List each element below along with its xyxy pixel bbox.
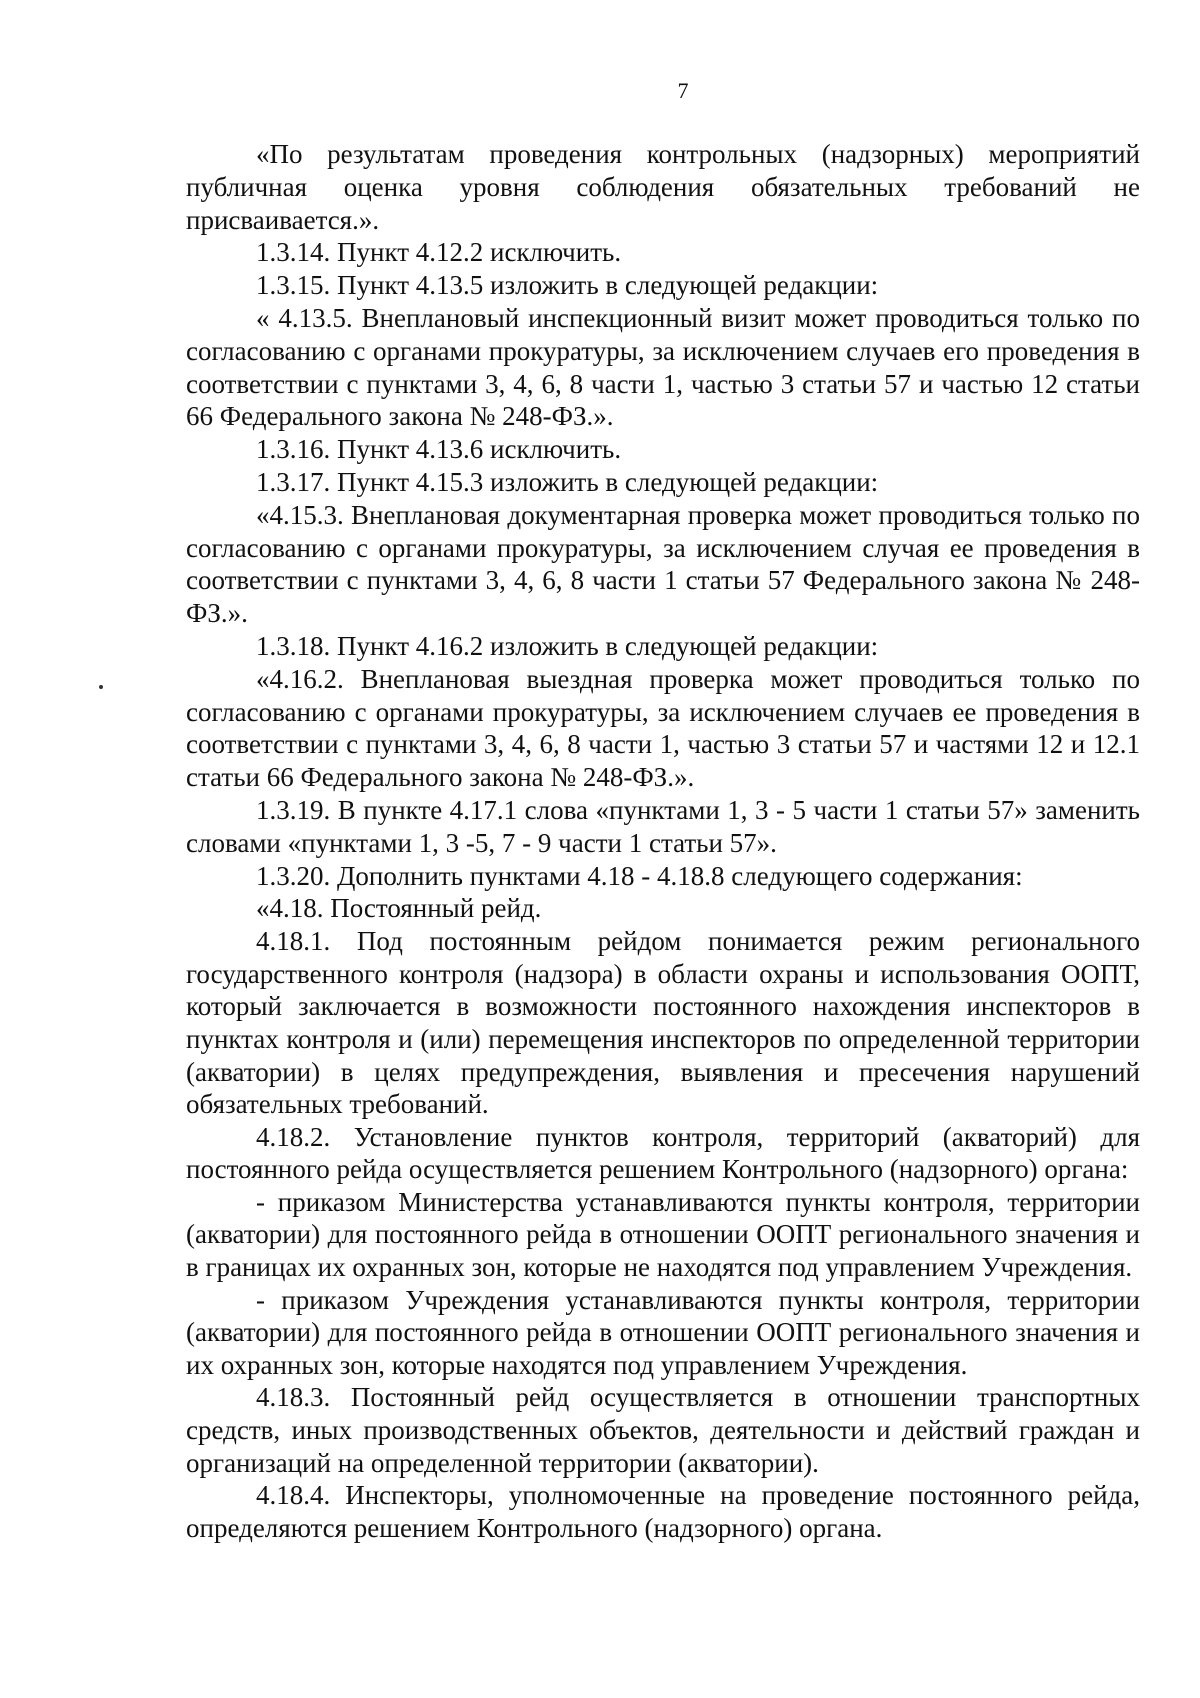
paragraph-4-13-5: « 4.13.5. Внеплановый инспекционный визит может проводиться только по согласованию с органами прокуратуры, за исключением случаев его проведения в соответствии с пунктами 3, 4, 6, 8 части 1, частью 3 статьи 57 и частью 12 статьи 66 Федерального закона № 248-ФЗ.». [186, 302, 1140, 432]
paragraph-1-3-16: 1.3.16. Пункт 4.13.6 исключить. [256, 434, 622, 465]
paragraph-1-3-20: 1.3.20. Дополнить пунктами 4.18 - 4.18.8 следующего содержания: [256, 860, 1023, 891]
paragraph-4-16-2: «4.16.2. Внеплановая выездная проверка может проводиться только по согласованию с органами прокуратуры, за исключением случаев ее проведения в соответствии с пунктами 3, 4, 6, 8 части 1, частью 3 статьи 57 и частями 12 и 12.1 статьи 66 Федерального закона № 248-ФЗ.». [186, 663, 1140, 793]
scan-speck [99, 685, 103, 689]
paragraph-ministry-order: - приказом Министерства устанавливаются пункты контроля, территории (акватории) для постоянного рейда в отношении ООПТ регионального значения и в границах их охранных зон, которые не находятся под управлением Учреждения. [186, 1186, 1140, 1283]
page-number: 7 [677, 78, 689, 103]
paragraph-public-assessment: «По результатам проведения контрольных (надзорных) мероприятий публичная оценка уровня соблюдения обязательных требований не присваивается.». [186, 139, 1140, 235]
paragraph-4-18-2: 4.18.2. Установление пунктов контроля, территорий (акваторий) для постоянного рейда осуществляется решением Контрольного (надзорного) органа: [186, 1121, 1140, 1185]
paragraph-4-18: «4.18. Постоянный рейд. [256, 893, 542, 924]
paragraph-1-3-19: 1.3.19. В пункте 4.17.1 слова «пунктами 1, 3 - 5 части 1 статьи 57» заменить словами «пунктами 1, 3 -5, 7 - 9 части 1 статьи 57». [186, 794, 1140, 858]
paragraph-institution-order: - приказом Учреждения устанавливаются пункты контроля, территории (акватории) для постоянного рейда в отношении ООПТ регионального значения и их охранных зон, которые находятся под управлением Учреждения. [186, 1284, 1140, 1380]
paragraph-1-3-17: 1.3.17. Пункт 4.15.3 изложить в следующей редакции: [256, 466, 879, 497]
paragraph-4-18-4: 4.18.4. Инспекторы, уполномоченные на проведение постоянного рейда, определяются решением Контрольного (надзорного) органа. [186, 1480, 1140, 1543]
paragraph-1-3-15: 1.3.15. Пункт 4.13.5 изложить в следующей редакции: [256, 270, 879, 301]
paragraph-4-18-3: 4.18.3. Постоянный рейд осуществляется в отношении транспортных средств, иных производственных объектов, деятельности и действий граждан и организаций на определенной территории (акватории). [186, 1382, 1140, 1478]
paragraph-4-18-1: 4.18.1. Под постоянным рейдом понимается режим регионального государственного контроля (надзора) в области охраны и использования ООПТ, который заключается в возможности постоянного нахождения инспекторов в пунктах контроля и (или) перемещения инспекторов по определенной территории (акватории) в целях предупреждения, выявления и пресечения нарушений обязательных требований. [186, 926, 1140, 1120]
paragraph-4-15-3: «4.15.3. Внеплановая документарная проверка может проводиться только по согласованию с органами прокуратуры, за исключением случая ее проведения в соответствии с пунктами 3, 4, 6, 8 части 1 статьи 57 Федерального закона № 248-ФЗ.». [186, 499, 1140, 629]
paragraph-1-3-14: 1.3.14. Пункт 4.12.2 исключить. [256, 237, 622, 268]
paragraph-1-3-18: 1.3.18. Пункт 4.16.2 изложить в следующей редакции: [256, 630, 879, 661]
